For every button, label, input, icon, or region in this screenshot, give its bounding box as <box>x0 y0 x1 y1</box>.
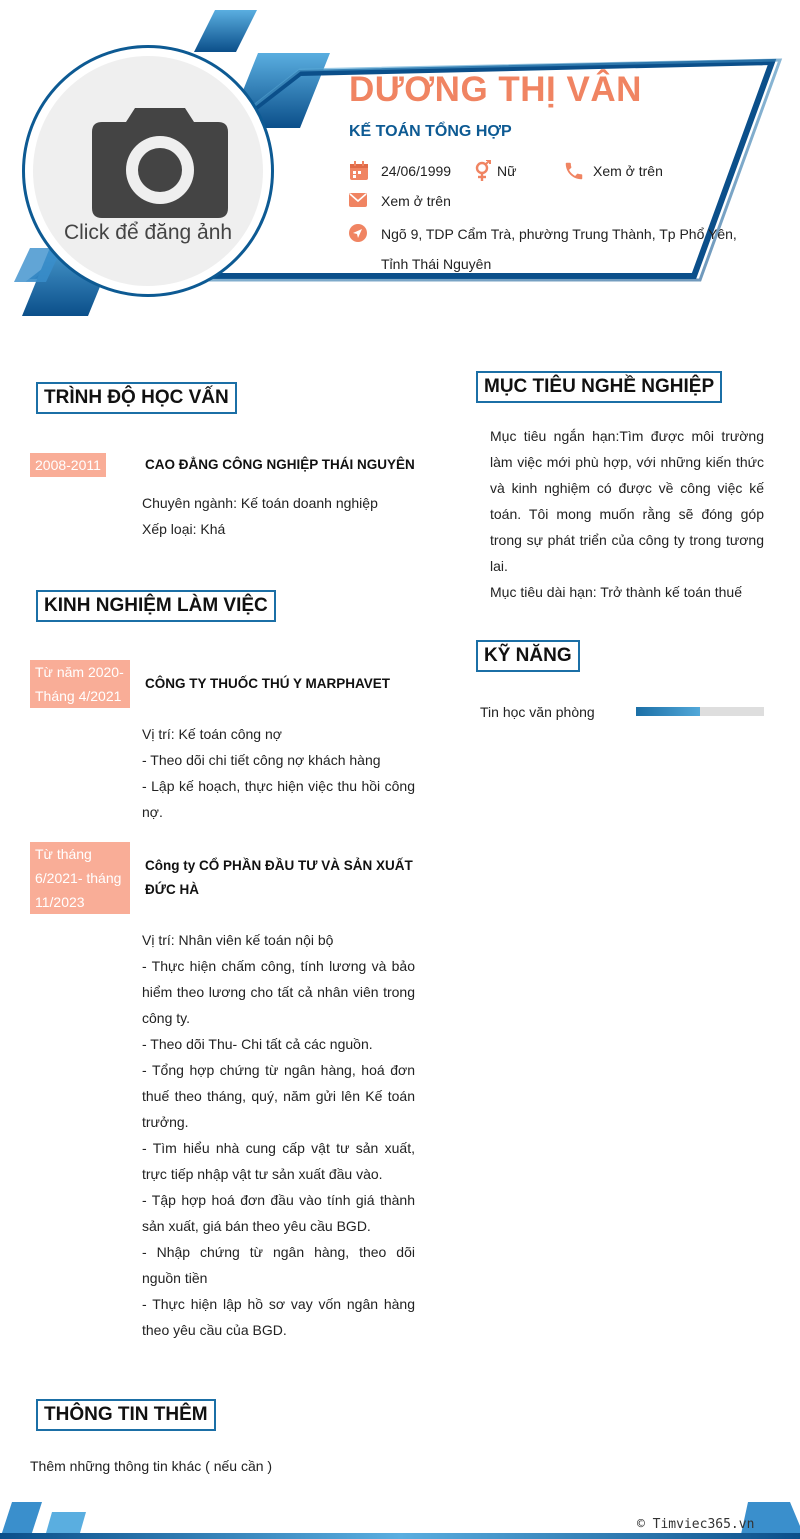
copyright-text: © Timviec365.vn <box>637 1517 755 1532</box>
calendar-icon <box>349 161 369 181</box>
job-2-company: Công ty CỔ PHẦN ĐẦU TƯ VÀ SẢN XUẤT ĐỨC HÀ <box>145 858 413 897</box>
phone-icon <box>563 160 585 182</box>
job-1-details <box>142 721 415 825</box>
objective-text <box>490 423 764 605</box>
extra-text: Thêm những thông tin khác ( nếu cần ) <box>30 1458 273 1474</box>
job-title: KẾ TOÁN TỔNG HỢP <box>349 123 512 140</box>
education-major: Chuyên ngành: Kế toán doanh nghiệp <box>142 495 378 511</box>
gender-icon <box>474 160 492 182</box>
job-1-period-line: Tháng 4/2021 <box>35 688 122 704</box>
extra-heading: THÔNG TIN THÊM <box>36 1399 216 1431</box>
gender: Nữ <box>497 163 517 179</box>
education-heading: TRÌNH ĐỘ HỌC VẤN <box>36 382 237 414</box>
job-2-period-line: 6/2021- tháng <box>35 870 122 886</box>
job-2-period <box>30 842 130 914</box>
experience-heading: KINH NGHIỆM LÀM VIỆC <box>36 590 276 622</box>
job-1-line: - Theo dõi chi tiết công nợ khách hàng <box>142 752 381 768</box>
location-icon <box>349 224 367 242</box>
camera-icon <box>90 100 230 218</box>
phone: Xem ở trên <box>593 163 663 179</box>
job-2-line: - Nhập chứng từ ngân hàng, theo dõi nguồn tiền <box>142 1244 415 1286</box>
job-1-company: CÔNG TY THUỐC THÚ Y MARPHAVET <box>145 676 391 691</box>
address-line-2: Tỉnh Thái Nguyên <box>381 256 492 272</box>
email: Xem ở trên <box>381 193 451 209</box>
job-2-line: - Theo dõi Thu- Chi tất cả các nguồn. <box>142 1036 373 1052</box>
job-2-line: - Thực hiện lập hồ sơ vay vốn ngân hàng theo yêu cầu của BGD. <box>142 1296 415 1338</box>
job-1-period <box>30 660 130 708</box>
birthday: 24/06/1999 <box>381 163 452 179</box>
skill-level-bar <box>636 707 764 716</box>
job-2-line: - Thực hiện chấm công, tính lương và bảo hiểm theo lương cho tất cả nhân viên trong công ty. <box>142 958 415 1026</box>
address-line-1: Ngõ 9, TDP Cẩm Trà, phường Trung Thành, Tp Phổ Yên, <box>381 226 737 242</box>
education-grade: Xếp loại: Khá <box>142 521 226 537</box>
skill-name: Tin học văn phòng <box>480 704 595 720</box>
job-2-line: - Tập hợp hoá đơn đầu vào tính giá thành sản xuất, giá bán theo yêu cầu BGD. <box>142 1192 415 1234</box>
job-2-line: - Tìm hiểu nhà cung cấp vật tư sản xuất, trực tiếp nhập vật tư sản xuất đầu vào. <box>142 1140 415 1182</box>
job-2-period-line: 11/2023 <box>35 894 85 910</box>
job-2-details <box>142 927 415 1343</box>
education-details <box>142 490 416 542</box>
email-icon <box>349 193 367 207</box>
candidate-name: DƯƠNG THỊ VÂN <box>349 70 642 109</box>
job-2-period-line: Từ tháng <box>35 846 92 862</box>
job-1-line: - Lập kế hoạch, thực hiện việc thu hồi công nợ. <box>142 778 415 820</box>
skills-heading: KỸ NĂNG <box>476 640 580 672</box>
education-school: CAO ĐẲNG CÔNG NGHIỆP THÁI NGUYÊN <box>145 457 415 472</box>
education-period: 2008-2011 <box>30 453 106 477</box>
job-1-line: Vị trí: Kế toán công nợ <box>142 726 282 742</box>
job-2-line: - Tổng hợp chứng từ ngân hàng, hoá đơn thuế theo tháng, quý, năm gửi lên Kế toán trưởng. <box>142 1062 415 1130</box>
job-1-period-line: Từ năm 2020- <box>35 664 124 680</box>
objective-long-term: Mục tiêu dài hạn: Trở thành kế toán thuế <box>490 584 743 600</box>
photo-upload-label: Click để đăng ảnh <box>63 221 233 244</box>
avatar-upload[interactable] <box>22 45 274 297</box>
skill-level-fill <box>636 707 700 716</box>
job-2-line: Vị trí: Nhân viên kế toán nội bộ <box>142 932 334 948</box>
objective-heading: MỤC TIÊU NGHỀ NGHIỆP <box>476 371 722 403</box>
objective-short-term: Mục tiêu ngắn hạn:Tìm được môi trường làm việc mới phù hợp, với những kiến thức và kinh nghiệm có được về công việc kế toán. Tôi mong muốn rằng sẽ đóng góp trong sự phát triển của công ty trong tương lai. <box>490 428 764 574</box>
